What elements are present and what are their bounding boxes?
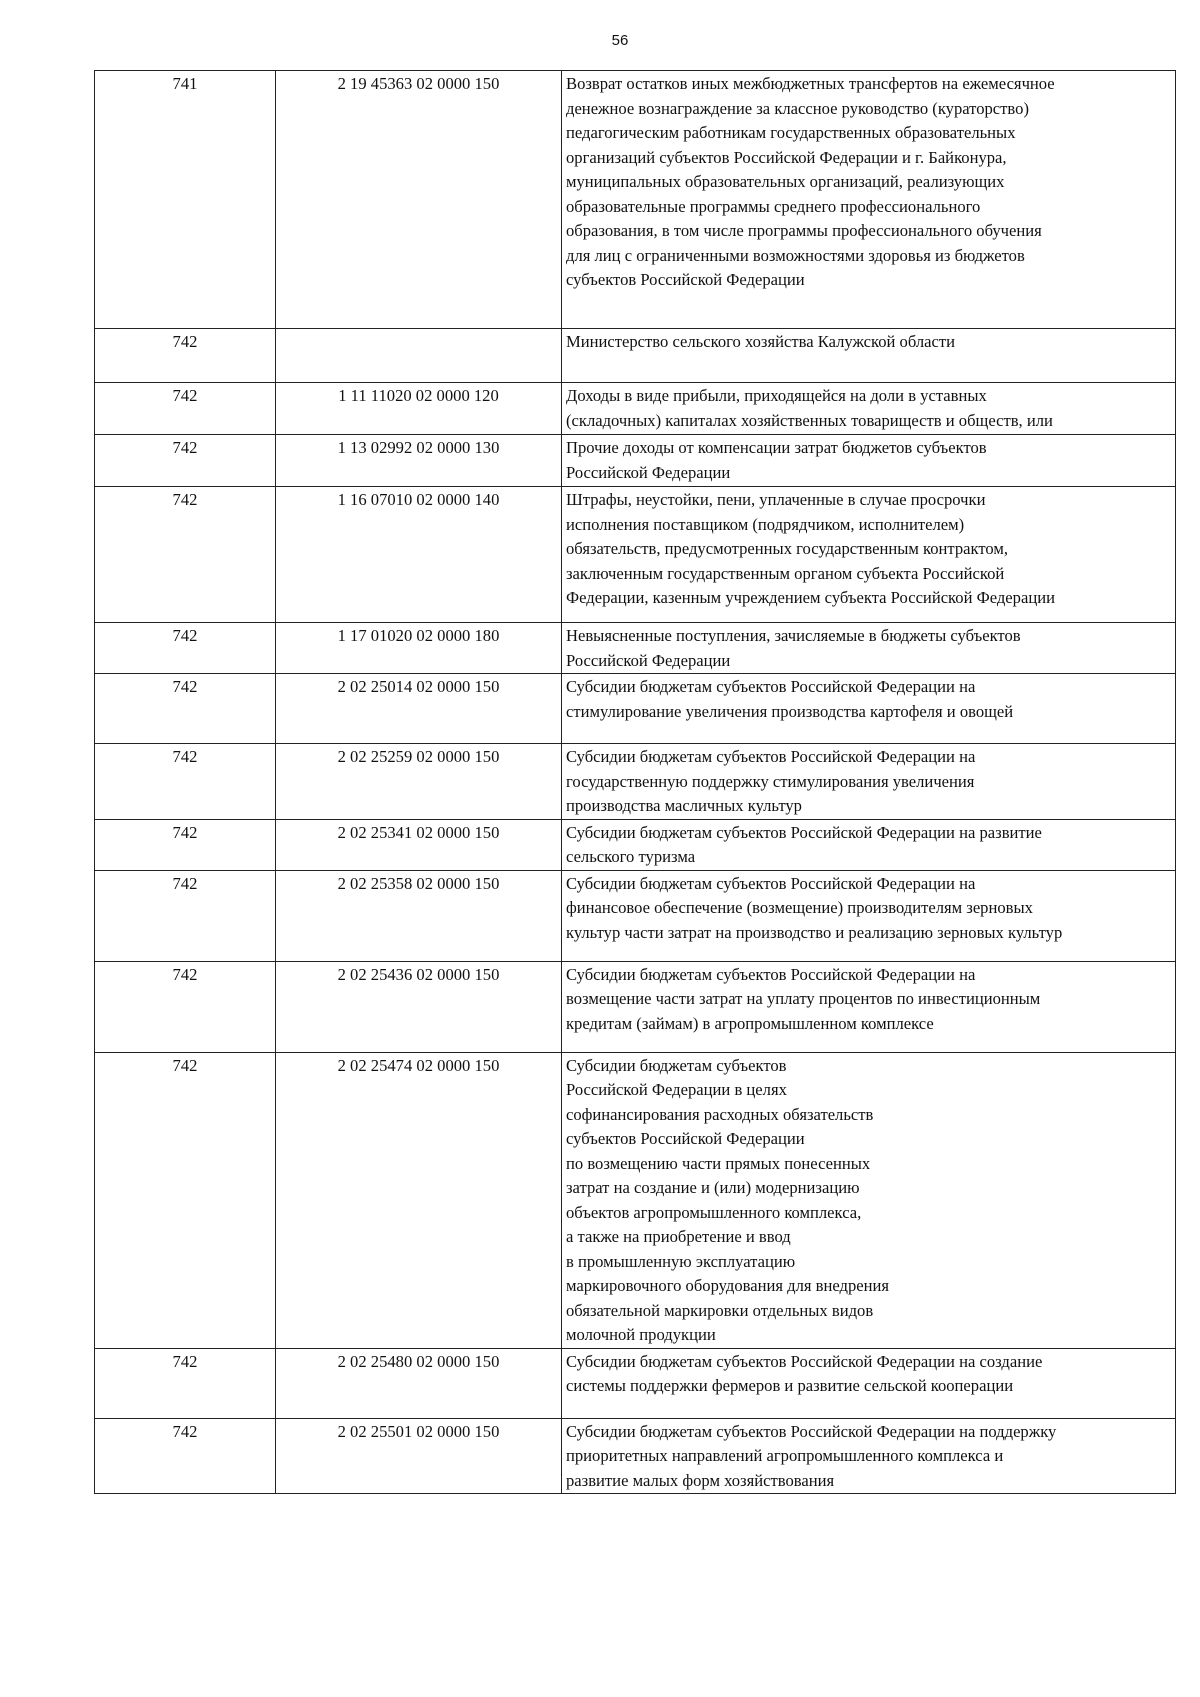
revenue-name-line: образования, в том числе программы профессионального обучения	[566, 221, 1042, 240]
revenue-code-cell: 2 02 25358 02 0000 150	[276, 870, 562, 961]
admin-code-cell: 742	[95, 329, 276, 383]
revenue-code-cell: 2 19 45363 02 0000 150	[276, 71, 562, 329]
revenue-name-line: для лиц с ограниченными возможностями здоровья из бюджетов	[566, 245, 1025, 265]
revenue-name-line: кредитам (займам) в агропромышленном комплексе	[566, 1013, 934, 1033]
table-row	[95, 674, 1176, 744]
revenue-codes-table	[94, 70, 1176, 1494]
revenue-name-line: в промышленную эксплуатацию	[566, 1251, 796, 1271]
revenue-name-line: а также на приобретение и ввод	[566, 1227, 791, 1246]
revenue-name-line: Субсидии бюджетам субъектов Российской Федерации на развитие	[566, 822, 1042, 842]
revenue-name-line: Министерство сельского хозяйства Калужской области	[566, 332, 955, 351]
revenue-name-line: молочной продукции	[566, 1325, 716, 1344]
admin-code-cell: 741	[95, 71, 276, 329]
table-row	[95, 329, 1176, 383]
revenue-name-line: (складочных) капиталах хозяйственных товариществ и обществ, или	[566, 410, 1053, 430]
revenue-code-cell: 1 11 11020 02 0000 120	[276, 383, 562, 435]
table-row	[95, 383, 1176, 435]
admin-code-cell: 742	[95, 1052, 276, 1348]
revenue-code-cell: 2 02 25341 02 0000 150	[276, 819, 562, 870]
revenue-name-line: муниципальных образовательных организаций, реализующих	[566, 172, 1005, 191]
revenue-name-line: Субсидии бюджетам субъектов Российской Федерации на поддержку	[566, 1421, 1057, 1441]
revenue-name-cell	[562, 1348, 1176, 1418]
revenue-name-cell	[562, 1052, 1176, 1348]
revenue-name-line: денежное вознаграждение за классное руководство (кураторство)	[566, 98, 1029, 118]
table-row	[95, 744, 1176, 820]
revenue-name-line: Субсидии бюджетам субъектов Российской Федерации на	[566, 964, 976, 984]
revenue-name-cell	[562, 1418, 1176, 1494]
revenue-name-cell	[562, 329, 1176, 383]
revenue-code-cell: 2 02 25259 02 0000 150	[276, 744, 562, 820]
page-number: 56	[611, 32, 629, 49]
revenue-name-line: организаций субъектов Российской Федерации и г. Байконура,	[566, 147, 1007, 167]
revenue-name-line: образовательные программы среднего профессионального	[566, 196, 981, 216]
revenue-name-line: объектов агропромышленного комплекса,	[566, 1202, 862, 1222]
revenue-name-line: развитие малых форм хозяйствования	[566, 1470, 835, 1490]
revenue-name-line: заключенным государственным органом субъекта Российской	[566, 563, 1005, 583]
revenue-code-cell: 2 02 25480 02 0000 150	[276, 1348, 562, 1418]
admin-code-cell: 742	[95, 435, 276, 487]
revenue-name-line: приоритетных направлений агропромышленного комплекса и	[566, 1446, 1004, 1465]
admin-code-cell: 742	[95, 383, 276, 435]
revenue-name-cell	[562, 744, 1176, 820]
admin-code-cell: 742	[95, 819, 276, 870]
admin-code-cell: 742	[95, 623, 276, 674]
revenue-name-line: финансовое обеспечение (возмещение) производителям зерновых	[566, 898, 1033, 917]
revenue-name-line: производства масличных культур	[566, 796, 802, 815]
revenue-name-line: Федерации, казенным учреждением субъекта Российской Федерации	[566, 588, 1055, 607]
revenue-name-cell	[562, 435, 1176, 487]
table-row	[95, 71, 1176, 329]
revenue-name-line: Возврат остатков иных межбюджетных трансфертов на ежемесячное	[566, 74, 1055, 93]
revenue-name-cell	[562, 819, 1176, 870]
admin-code-cell: 742	[95, 870, 276, 961]
table-row	[95, 961, 1176, 1052]
revenue-code-cell: 2 02 25436 02 0000 150	[276, 961, 562, 1052]
revenue-name-line: затрат на создание и (или) модернизацию	[566, 1178, 860, 1197]
revenue-name-cell	[562, 623, 1176, 674]
admin-code-cell: 742	[95, 744, 276, 820]
admin-code-cell: 742	[95, 961, 276, 1052]
table-row	[95, 435, 1176, 487]
revenue-name-line: Субсидии бюджетам субъектов	[566, 1055, 787, 1075]
revenue-name-line: субъектов Российской Федерации	[566, 1129, 805, 1148]
table-row	[95, 1418, 1176, 1494]
revenue-name-line: стимулирование увеличения производства картофеля и овощей	[566, 701, 1014, 721]
revenue-code-cell: 1 13 02992 02 0000 130	[276, 435, 562, 487]
admin-code-cell: 742	[95, 1348, 276, 1418]
revenue-code-cell: 2 02 25474 02 0000 150	[276, 1052, 562, 1348]
revenue-name-line: Субсидии бюджетам субъектов Российской Федерации на	[566, 677, 976, 696]
table-row	[95, 819, 1176, 870]
table-row	[95, 870, 1176, 961]
revenue-name-line: исполнения поставщиком (подрядчиком, исполнителем)	[566, 514, 965, 534]
revenue-name-cell	[562, 870, 1176, 961]
revenue-name-line: Российской Федерации в целях	[566, 1080, 787, 1099]
revenue-name-line: Доходы в виде прибыли, приходящейся на доли в уставных	[566, 386, 987, 405]
revenue-name-line: обязательной маркировки отдельных видов	[566, 1300, 874, 1320]
revenue-name-cell	[562, 487, 1176, 623]
revenue-name-line: педагогическим работникам государственных образовательных	[566, 123, 1016, 142]
revenue-name-line: Российской Федерации	[566, 462, 731, 482]
revenue-code-cell: 1 16 07010 02 0000 140	[276, 487, 562, 623]
revenue-name-line: Субсидии бюджетам субъектов Российской Федерации на	[566, 747, 976, 766]
table-row	[95, 487, 1176, 623]
revenue-name-line: культур части затрат на производство и реализацию зерновых культур	[566, 922, 1063, 942]
revenue-name-line: государственную поддержку стимулирования увеличения	[566, 771, 975, 791]
revenue-code-cell: 2 02 25014 02 0000 150	[276, 674, 562, 744]
revenue-name-line: Прочие доходы от компенсации затрат бюджетов субъектов	[566, 438, 987, 457]
revenue-name-line: по возмещению части прямых понесенных	[566, 1153, 871, 1173]
revenue-name-line: возмещение части затрат на уплату процентов по инвестиционным	[566, 989, 1041, 1008]
revenue-name-line: Невыясненные поступления, зачисляемые в бюджеты субъектов	[566, 626, 1021, 645]
revenue-name-line: системы поддержки фермеров и развитие сельской кооперации	[566, 1376, 1014, 1395]
revenue-name-line: Штрафы, неустойки, пени, уплаченные в случае просрочки	[566, 490, 986, 509]
table-body	[95, 71, 1176, 1494]
revenue-name-line: маркировочного оборудования для внедрения	[566, 1276, 890, 1295]
revenue-name-line: софинансирования расходных обязательств	[566, 1104, 874, 1124]
revenue-name-line: субъектов Российской Федерации	[566, 270, 805, 289]
revenue-code-cell: 2 02 25501 02 0000 150	[276, 1418, 562, 1494]
admin-code-cell: 742	[95, 1418, 276, 1494]
table-row	[95, 623, 1176, 674]
revenue-name-line: Субсидии бюджетам субъектов Российской Федерации на создание	[566, 1351, 1043, 1371]
revenue-name-line: Субсидии бюджетам субъектов Российской Федерации на	[566, 873, 976, 893]
revenue-name-cell	[562, 383, 1176, 435]
revenue-name-cell	[562, 961, 1176, 1052]
admin-code-cell: 742	[95, 674, 276, 744]
revenue-name-cell	[562, 674, 1176, 744]
revenue-name-cell	[562, 71, 1176, 329]
revenue-name-line: сельского туризма	[566, 847, 696, 866]
admin-code-cell: 742	[95, 487, 276, 623]
table-row	[95, 1348, 1176, 1418]
table-row	[95, 1052, 1176, 1348]
revenue-name-line: Российской Федерации	[566, 650, 731, 670]
revenue-code-cell: 1 17 01020 02 0000 180	[276, 623, 562, 674]
revenue-name-line: обязательств, предусмотренных государственным контрактом,	[566, 539, 1009, 558]
revenue-code-cell	[276, 329, 562, 383]
